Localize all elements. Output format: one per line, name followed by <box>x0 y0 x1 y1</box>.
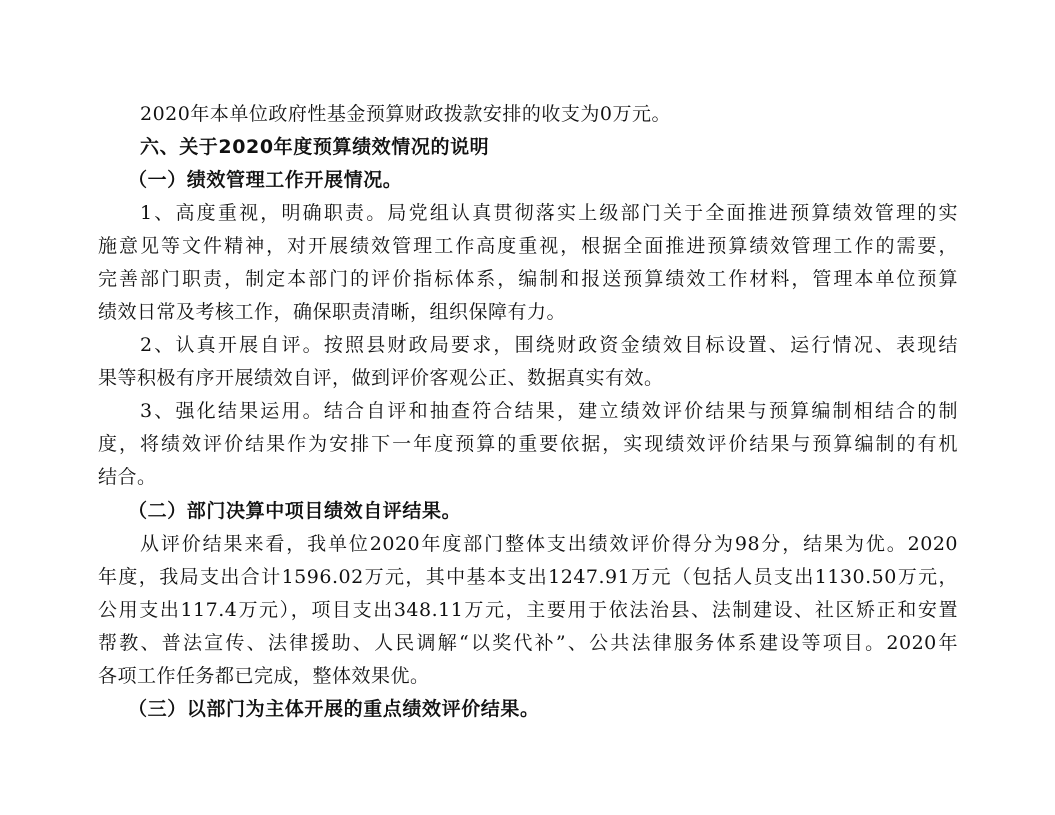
paragraph-line: 帮教、普法宣传、法律援助、人民调解“以奖代补”、公共法律服务体系建设等项目。2020年 <box>98 632 958 654</box>
paragraph-line: 各项工作任务都已完成，整体效果优。 <box>98 665 430 687</box>
section-heading: 六、关于2020年度预算绩效情况的说明 <box>140 136 490 158</box>
paragraph-line: 公用支出117.4万元），项目支出348.11万元，主要用于依法治县、法制建设、社区矫正和安置 <box>98 599 958 621</box>
paragraph-line: 从评价结果来看，我单位2020年度部门整体支出绩效评价得分为98分，结果为优。2020 <box>140 533 958 555</box>
subsection-heading: （三）以部门为主体开展的重点绩效评价结果。 <box>128 698 540 720</box>
paragraph-line: 果等积极有序开展绩效自评，做到评价客观公正、数据真实有效。 <box>98 367 664 389</box>
paragraph-line: 3、强化结果运用。结合自评和抽查符合结果，建立绩效评价结果与预算编制相结合的制 <box>140 400 958 422</box>
subsection-heading: （一）绩效管理工作开展情况。 <box>128 169 403 191</box>
paragraph-line: 1、高度重视，明确职责。局党组认真贯彻落实上级部门关于全面推进预算绩效管理的实 <box>140 202 958 224</box>
paragraph-line: 2020年本单位政府性基金预算财政拨款安排的收支为0万元。 <box>140 103 671 125</box>
paragraph-line: 年度，我局支出合计1596.02万元，其中基本支出1247.91万元（包括人员支出1130.50万元， <box>98 566 958 588</box>
subsection-heading: （二）部门决算中项目绩效自评结果。 <box>128 500 462 522</box>
paragraph-line: 2、认真开展自评。按照县财政局要求，围绕财政资金绩效目标设置、运行情况、表现结 <box>140 334 958 356</box>
paragraph-line: 完善部门职责，制定本部门的评价指标体系，编制和报送预算绩效工作材料，管理本单位预算 <box>98 268 958 290</box>
paragraph-line: 施意见等文件精神，对开展绩效管理工作高度重视，根据全面推进预算绩效管理工作的需要， <box>98 235 958 257</box>
paragraph-line: 度，将绩效评价结果作为安排下一年度预算的重要依据，实现绩效评价结果与预算编制的有机 <box>98 433 958 455</box>
paragraph-line: 结合。 <box>98 466 157 488</box>
paragraph-line: 绩效日常及考核工作，确保职责清晰，组织保障有力。 <box>98 301 567 323</box>
